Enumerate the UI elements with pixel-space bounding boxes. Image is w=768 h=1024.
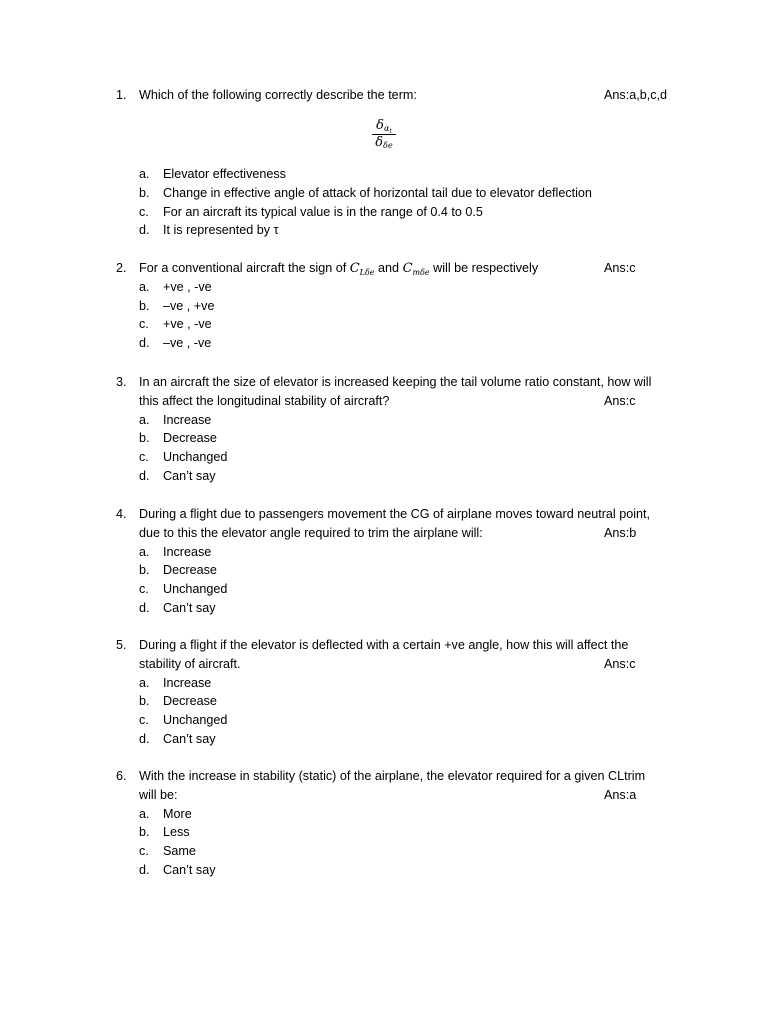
question-6-stem-cont: [116, 786, 676, 805]
question-number: 4.: [116, 507, 127, 521]
answer-key: Ans:c: [604, 261, 636, 275]
option-letter: b.: [139, 563, 150, 578]
option-item: [116, 411, 676, 430]
option-text: Decrease: [163, 694, 217, 709]
option-text: It is represented by τ: [163, 223, 279, 238]
option-text: For an aircraft its typical value is in the range of 0.4 to 0.5: [163, 204, 483, 219]
option-text: Increase: [163, 544, 212, 559]
option-text: Decrease: [163, 563, 217, 578]
option-text: –ve , -ve: [163, 336, 212, 351]
answer-key: Ans:a: [604, 787, 637, 802]
option-letter: c.: [139, 844, 149, 859]
option-item: [116, 823, 676, 842]
option-letter: d.: [139, 600, 150, 615]
question-text: With the increase in stability (static) of the airplane, the elevator required for a given CLtrim: [139, 769, 646, 783]
question-text: Which of the following correctly describe the term:: [139, 88, 417, 102]
option-letter: b.: [139, 694, 150, 709]
option-item: [116, 580, 676, 599]
option-item: [116, 861, 676, 880]
option-text: Unchanged: [163, 582, 228, 597]
question-5-stem: [116, 636, 676, 655]
question-number: 1.: [116, 88, 127, 102]
option-text: Can’t say: [163, 600, 216, 615]
option-item: [116, 842, 676, 861]
option-item: [116, 278, 676, 297]
question-number: 6.: [116, 769, 127, 783]
math-cm-delta-e: $C_{m\delta e}$: [402, 261, 430, 277]
option-text: +ve , -ve: [163, 279, 212, 294]
option-letter: a.: [139, 279, 150, 294]
option-text: Can’t say: [163, 468, 216, 483]
question-number: 5.: [116, 638, 127, 652]
question-4-stem: [116, 505, 676, 524]
option-item: [116, 730, 676, 749]
option-letter: a.: [139, 167, 150, 181]
question-5-stem-cont: [116, 655, 676, 674]
option-letter: b.: [139, 825, 150, 840]
option-item: [116, 467, 676, 486]
answer-key: Ans:c: [604, 393, 636, 408]
option-text: Can’t say: [163, 862, 216, 877]
math-cl-delta-e: $C_{L\delta e}$: [349, 261, 375, 277]
formula-numerator: $\delta_{\alpha_t}$: [376, 118, 392, 135]
option-item: [116, 221, 676, 240]
option-text: Unchanged: [163, 450, 228, 465]
option-letter: b.: [139, 298, 150, 313]
option-letter: d.: [139, 336, 150, 351]
option-item: [116, 203, 676, 222]
answer-key: Ans:b: [604, 525, 637, 540]
option-text: More: [163, 806, 192, 821]
option-item: [116, 184, 676, 203]
question-6: [116, 767, 676, 880]
option-letter: a.: [139, 806, 150, 821]
option-letter: a.: [139, 544, 150, 559]
question-4-stem-cont: [116, 524, 676, 543]
option-item: [116, 692, 676, 711]
option-letter: c.: [139, 582, 149, 597]
option-letter: a.: [139, 412, 150, 427]
option-text: Elevator effectiveness: [163, 167, 286, 181]
option-item: [116, 297, 676, 316]
option-text: –ve , +ve: [163, 298, 215, 313]
option-text: Same: [163, 844, 196, 859]
option-letter: d.: [139, 223, 150, 238]
question-1: [116, 86, 676, 105]
question-2: [116, 259, 676, 353]
option-text: Increase: [163, 675, 212, 690]
formula-denominator: $\delta_{\delta e}$: [375, 135, 393, 150]
option-letter: c.: [139, 204, 149, 219]
formula-fraction: [372, 118, 396, 151]
option-letter: c.: [139, 317, 149, 332]
question-text: will be:: [139, 787, 178, 802]
option-text: +ve , -ve: [163, 317, 212, 332]
option-letter: b.: [139, 185, 150, 200]
option-item: [116, 805, 676, 824]
option-item: [116, 448, 676, 467]
option-letter: a.: [139, 675, 150, 690]
question-text: For a conventional aircraft the sign of $C_{L\delta e}$ and $C_{m\delta e}$ will be respectively: [139, 261, 539, 277]
option-text: Change in effective angle of attack of horizontal tail due to elevator deflection: [163, 185, 592, 200]
question-4: [116, 505, 676, 618]
option-letter: c.: [139, 450, 149, 465]
answer-key: Ans:c: [604, 656, 636, 671]
option-item: [116, 599, 676, 618]
question-1-stem: [116, 86, 676, 105]
question-text: due to this the elevator angle required to trim the airplane will:: [139, 525, 483, 540]
option-text: Unchanged: [163, 713, 228, 728]
question-3: [116, 373, 676, 486]
question-number: 2.: [116, 261, 127, 275]
option-text: Decrease: [163, 431, 217, 446]
option-text: Increase: [163, 412, 212, 427]
option-text: Less: [163, 825, 190, 840]
question-text: stability of aircraft.: [139, 656, 241, 671]
option-item: [116, 334, 676, 353]
option-item: [116, 674, 676, 693]
question-text: this affect the longitudinal stability of aircraft?: [139, 393, 390, 408]
option-item: [116, 543, 676, 562]
option-item: [116, 165, 676, 184]
question-text: During a flight if the elevator is deflected with a certain +ve angle, how this will affect the: [139, 638, 629, 652]
question-3-stem-cont: [116, 392, 676, 411]
option-letter: d.: [139, 731, 150, 746]
question-6-stem: [116, 767, 676, 786]
question-5: [116, 636, 676, 749]
question-2-stem: [116, 259, 676, 278]
option-item: [116, 315, 676, 334]
question-1-options: [116, 165, 676, 240]
option-letter: d.: [139, 862, 150, 877]
option-item: [116, 429, 676, 448]
option-letter: b.: [139, 431, 150, 446]
question-text: During a flight due to passengers movement the CG of airplane moves toward neutral point,: [139, 507, 651, 521]
option-item: [116, 561, 676, 580]
question-3-stem: [116, 373, 676, 392]
option-letter: d.: [139, 468, 150, 483]
option-text: Can’t say: [163, 731, 216, 746]
question-number: 3.: [116, 375, 127, 389]
option-item: [116, 711, 676, 730]
answer-key: Ans:a,b,c,d: [604, 88, 668, 102]
option-letter: c.: [139, 713, 149, 728]
question-text: In an aircraft the size of elevator is increased keeping the tail volume ratio constant, how will: [139, 375, 652, 389]
